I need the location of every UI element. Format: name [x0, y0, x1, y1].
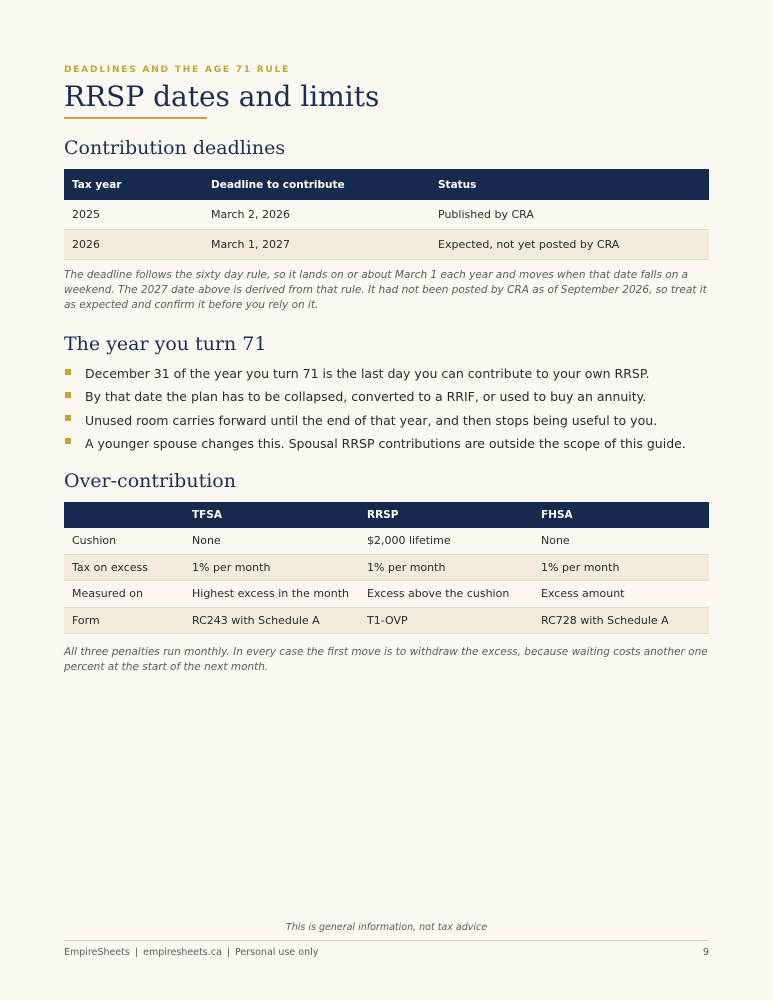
- bullet-square-icon: [65, 415, 71, 421]
- table-header-row: [64, 169, 709, 200]
- disclaimer: This is general information, not tax advice: [285, 922, 488, 933]
- table-cell: Highest excess in the month: [184, 581, 359, 608]
- table-header-row: [64, 502, 709, 528]
- footer-separator: |: [134, 947, 139, 958]
- table-cell: 1% per month: [359, 554, 533, 581]
- table-cell: None: [184, 528, 359, 554]
- page-number: 9: [702, 947, 709, 958]
- table-cell: March 1, 2027: [203, 230, 430, 260]
- column-header: Tax year: [64, 169, 203, 200]
- table-cell: RC243 with Schedule A: [184, 607, 359, 634]
- section-eyebrow: DEADLINES AND THE AGE 71 RULE: [64, 65, 291, 75]
- page-footer: [64, 947, 709, 958]
- over-contribution-table: [64, 502, 709, 634]
- column-header: FHSA: [533, 502, 709, 528]
- table-row: [64, 607, 709, 634]
- column-header: RRSP: [359, 502, 533, 528]
- footer-divider: [64, 940, 709, 941]
- table-cell: $2,000 lifetime: [359, 528, 533, 554]
- footer-brand: EmpireSheets: [64, 947, 130, 958]
- table-cell: T1-OVP: [359, 607, 533, 634]
- bullet-square-icon: [65, 369, 71, 375]
- table-row: [64, 554, 709, 581]
- bullet-square-icon: [65, 438, 71, 444]
- table-row: [64, 200, 709, 230]
- table-cell: None: [533, 528, 709, 554]
- list-item: [64, 385, 686, 408]
- table-cell: 1% per month: [184, 554, 359, 581]
- table-cell: Form: [64, 607, 184, 634]
- contribution-deadlines-table: [64, 169, 709, 260]
- table-cell: March 2, 2026: [203, 200, 430, 230]
- column-header: [64, 502, 184, 528]
- list-item-text: By that date the plan has to be collapsed, converted to a RRIF, or used to buy an annuity.: [85, 389, 647, 405]
- column-header: Status: [430, 169, 709, 200]
- list-item: [64, 362, 686, 385]
- table-cell: Tax on excess: [64, 554, 184, 581]
- over-contribution-heading: Over-contribution: [64, 470, 236, 492]
- age-71-heading: The year you turn 71: [64, 333, 267, 355]
- list-item-text: Unused room carries forward until the end of that year, and then stops being useful to you.: [85, 412, 658, 428]
- page-title: RRSP dates and limits: [64, 80, 380, 113]
- table-cell: Measured on: [64, 581, 184, 608]
- list-item-text: December 31 of the year you turn 71 is the last day you can contribute to your own RRSP.: [85, 366, 650, 381]
- list-item-text: A younger spouse changes this. Spousal RRSP contributions are outside the scope of this guide.: [85, 435, 686, 451]
- table-row: [64, 528, 709, 554]
- footer-site-link[interactable]: empiresheets.ca: [143, 947, 222, 958]
- table-row: [64, 230, 709, 260]
- table-row: [64, 581, 709, 608]
- footer-separator: |: [226, 947, 231, 958]
- penalty-note: All three penalties run monthly. In every case the first move is to withdraw the excess, because waiting costs another one percent at the start of the next month.: [64, 646, 708, 673]
- table-cell: RC728 with Schedule A: [533, 607, 709, 634]
- table-cell: Expected, not yet posted by CRA: [430, 230, 709, 260]
- table-cell: 2025: [64, 200, 203, 230]
- list-item: [64, 432, 686, 455]
- table-cell: Excess above the cushion: [359, 581, 533, 608]
- table-cell: Cushion: [64, 528, 184, 554]
- table-cell: Excess amount: [533, 581, 709, 608]
- table-cell: Published by CRA: [430, 200, 709, 230]
- column-header: Deadline to contribute: [203, 169, 430, 200]
- age-71-bullet-list: [64, 362, 686, 455]
- list-item: [64, 409, 686, 432]
- table-cell: 1% per month: [533, 554, 709, 581]
- title-underline: [64, 117, 207, 119]
- deadline-note: The deadline follows the sixty day rule, so it lands on or about March 1 each year and moves when that date falls on a weekend. The 2027 date above is derived from that rule. It had not been posted by CRA as of September 2026, so treat it as expected and confirm it before you rely on it.: [64, 269, 707, 311]
- contribution-deadlines-heading: Contribution deadlines: [64, 137, 286, 159]
- footer-usage: Personal use only: [235, 947, 319, 958]
- column-header: TFSA: [184, 502, 359, 528]
- bullet-square-icon: [65, 392, 71, 398]
- table-cell: 2026: [64, 230, 203, 260]
